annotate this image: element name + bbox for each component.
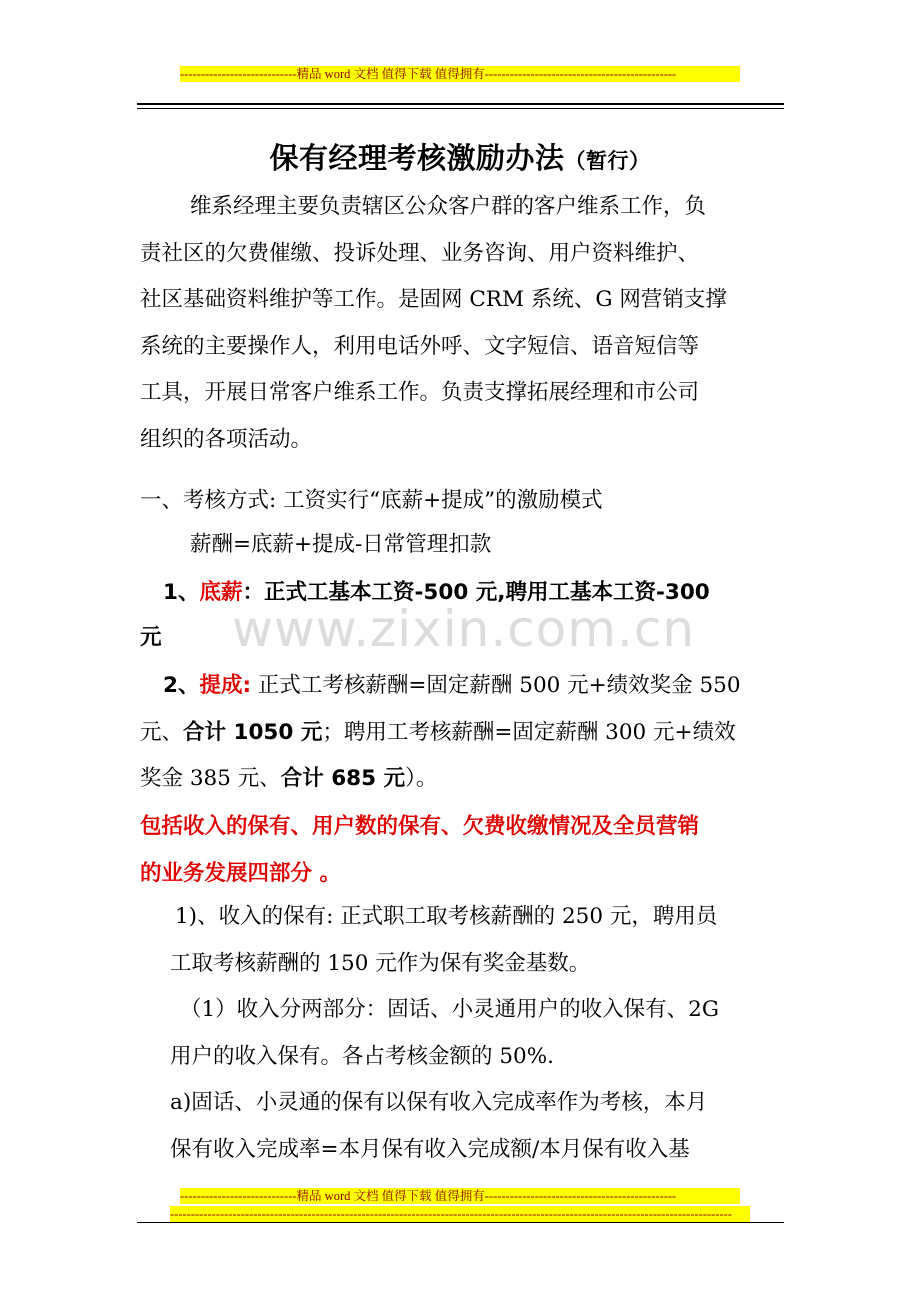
item2-total-formal: 合计 1050 元	[183, 719, 323, 745]
header-rule-thick	[137, 103, 784, 105]
document-title	[0, 136, 920, 177]
header-rule-thin	[137, 108, 784, 109]
item1-text: ：正式工基本工资-500 元,聘用工基本工资-300	[242, 580, 710, 605]
footer-banner-dashes: ---------------------------------------------------------------------------------------------------------------------------------------	[170, 1206, 750, 1222]
intro-line: 责社区的欠费催缴、投诉处理、业务咨询、用户资料维护、	[140, 240, 700, 266]
item1-label: 底薪	[199, 580, 243, 605]
item2-l3a: 奖金 385 元、	[140, 766, 281, 791]
sub1-line: 1)、收入的保有: 正式职工取考核薪酬的 250 元，聘用员	[175, 904, 718, 929]
item2-total-hired: 合计 685 元	[280, 766, 406, 791]
item2-line3	[140, 756, 784, 803]
sub-a-line: a)固话、小灵通的保有以保有收入完成率作为考核，本月	[170, 1090, 708, 1115]
item2-l3c: ）。	[405, 766, 438, 791]
commission-item	[140, 663, 784, 803]
intro-line: 工具，开展日常客户维系工作。负责支撑拓展经理和市公司	[140, 380, 700, 405]
item2-line2	[140, 710, 784, 757]
base-salary-cont: 元	[140, 625, 162, 650]
fixed-line-retention	[170, 1080, 790, 1173]
item2-l2c: ；聘用工考核薪酬=固定薪酬 300 元+绩效	[322, 719, 736, 745]
item2-line1	[140, 663, 784, 710]
section-heading: 一、考核方式: 工资实行“底薪+提成”的激励模式	[140, 488, 603, 513]
sub1-1-line: （1）收入分两部分：固话、小灵通用户的收入保有、2G	[180, 997, 720, 1022]
sub1-1-line: 用户的收入保有。各占考核金额的 50%.	[170, 1043, 554, 1069]
watermark: www.zixin.com.cn	[232, 600, 696, 658]
header-banner: ----------------------------精品 word 文档 值得下载 值得拥有----------------------------------------------	[180, 66, 740, 82]
sub1-line: 工取考核薪酬的 150 元作为保有奖金基数。	[170, 950, 591, 976]
intro-line: 社区基础资料维护等工作。是固网 CRM 系统、G 网营销支撑	[140, 287, 727, 312]
footer-rule	[137, 1222, 784, 1223]
emphasis-line: 的业务发展四部分 。	[140, 860, 341, 886]
intro-line: 维系经理主要负责辖区公众客户群的客户维系工作，负	[190, 194, 707, 219]
income-retention	[170, 894, 790, 987]
emphasis-paragraph	[140, 804, 800, 897]
title-sub: （暂行）	[564, 149, 651, 173]
footer-banner: ----------------------------精品 word 文档 值得下载 值得拥有----------------------------------------------	[180, 1188, 740, 1204]
title-main: 保有经理考核激励办法	[269, 141, 565, 175]
intro-line: 系统的主要操作人，利用电话外呼、文字短信、语音短信等	[140, 333, 700, 359]
item2-text: 正式工考核薪酬=固定薪酬 500 元+绩效奖金 550	[251, 673, 741, 698]
item2-label: 提成:	[199, 673, 252, 698]
income-two-parts	[170, 987, 790, 1080]
intro-paragraph	[140, 184, 784, 463]
sub-a-line: 保有收入完成率=本月保有收入完成额/本月保有收入基	[170, 1136, 690, 1162]
item2-l2a: 元、	[140, 719, 184, 745]
salary-formula: 薪酬=底薪+提成-日常管理扣款	[190, 532, 492, 557]
item2-number: 2、	[163, 673, 200, 698]
base-salary-item	[163, 570, 807, 617]
emphasis-line: 包括收入的保有、用户数的保有、欠费收缴情况及全员营销	[140, 814, 700, 839]
item1-number: 1、	[163, 580, 200, 605]
intro-line: 组织的各项活动。	[140, 426, 313, 452]
